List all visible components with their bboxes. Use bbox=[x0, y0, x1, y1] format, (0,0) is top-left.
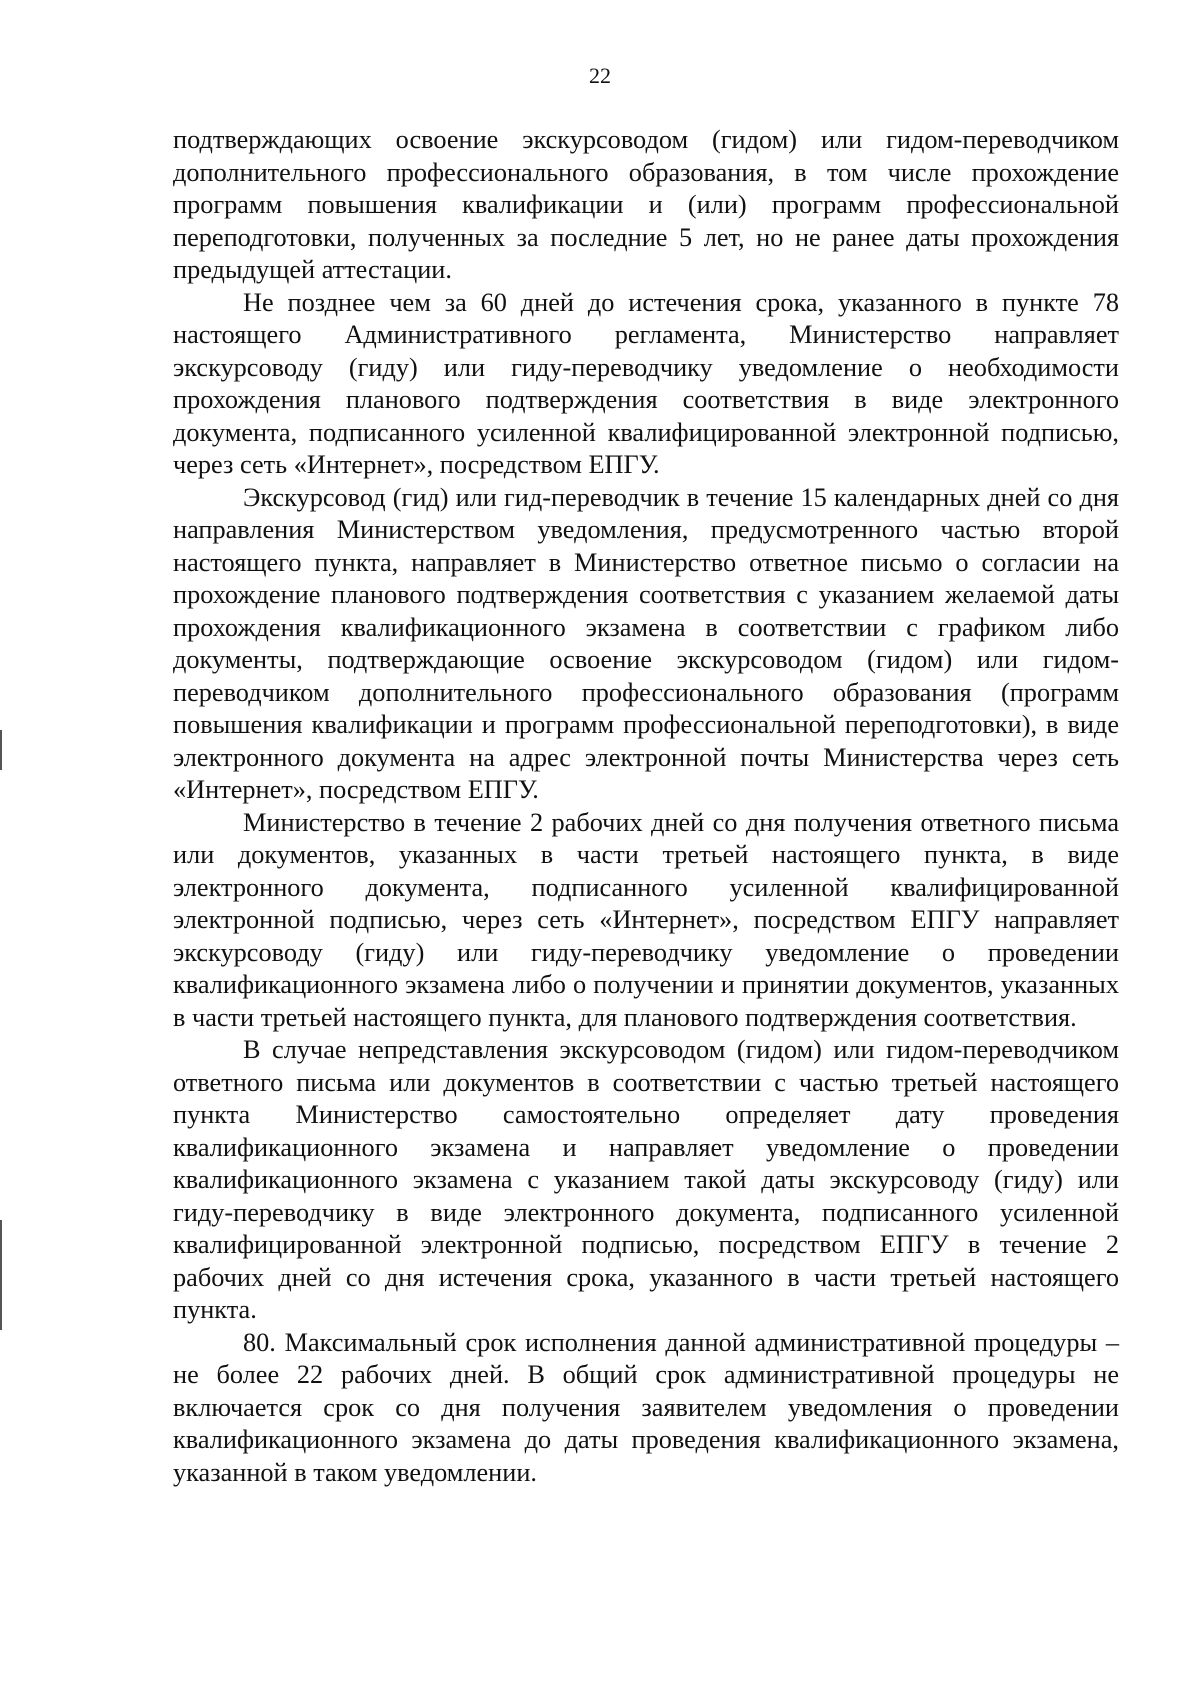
page-number: 22 bbox=[589, 63, 611, 88]
paragraph: Не позднее чем за 60 дней до истечения срока, указанного в пункте 78 настоящего Административного регламента, Министерство направляет экскурсоводу (гиду) или гиду-переводчику уведомление о необходимости прохождения планового подтверждения соответствия в виде электронного документа, подписанного усиленной квалифицированной электронной подписью, через сеть «Интернет», посредством ЕПГУ. bbox=[173, 287, 1119, 479]
paragraph: Экскурсовод (гид) или гид-переводчик в течение 15 календарных дней со дня направления Министерством уведомления, предусмотренного частью второй настоящего пункта, направляет в Министерство ответное письмо о согласии на прохождение планового подтверждения соответствия с указанием желаемой даты прохождения квалификационного экзамена в соответствии с графиком либо документы, подтверждающие освоение экскурсоводом (гидом) или гидом-переводчиком дополнительного профессионального образования (программ повышения квалификации и программ профессиональной переподготовки), в виде электронного документа на адрес электронной почты Министерства через сеть «Интернет», посредством ЕПГУ. bbox=[173, 482, 1119, 804]
scan-edge-mark bbox=[0, 730, 2, 770]
paragraph: подтверждающих освоение экскурсоводом (гидом) или гидом-переводчиком дополнительного профессионального образования, в том числе прохождение программ повышения квалификации и (или) программ профессиональной переподготовки, полученных за последние 5 лет, но не ранее даты прохождения предыдущей аттестации. bbox=[173, 125, 1119, 284]
scan-edge-mark bbox=[0, 1220, 2, 1330]
paragraph: Министерство в течение 2 рабочих дней со дня получения ответного письма или документов, указанных в части третьей настоящего пункта, в виде электронного документа, подписанного усиленной квалифицированной электронной подписью, через сеть «Интернет», посредством ЕПГУ направляет экскурсоводу (гиду) или гиду-переводчику уведомление о проведении квалификационного экзамена либо о получении и принятии документов, указанных в части третьей настоящего пункта, для планового подтверждения соответствия. bbox=[173, 807, 1119, 1032]
document-body bbox=[173, 124, 1119, 1489]
paragraph: В случае непредставления экскурсоводом (гидом) или гидом-переводчиком ответного письма или документов в соответствии с частью третьей настоящего пункта Министерство самостоятельно определяет дату проведения квалификационного экзамена и направляет уведомление о проведении квалификационного экзамена с указанием такой даты экскурсоводу (гиду) или гиду-переводчику в виде электронного документа, подписанного усиленной квалифицированной электронной подписью, посредством ЕПГУ в течение 2 рабочих дней со дня истечения срока, указанного в части третьей настоящего пункта. bbox=[173, 1035, 1119, 1324]
paragraph: 80. Максимальный срок исполнения данной административной процедуры – не более 22 рабочих дней. В общий срок административной процедуры не включается срок со дня получения заявителем уведомления о проведении квалификационного экзамена до даты проведения квалификационного экзамена, указанной в таком уведомлении. bbox=[173, 1327, 1119, 1487]
